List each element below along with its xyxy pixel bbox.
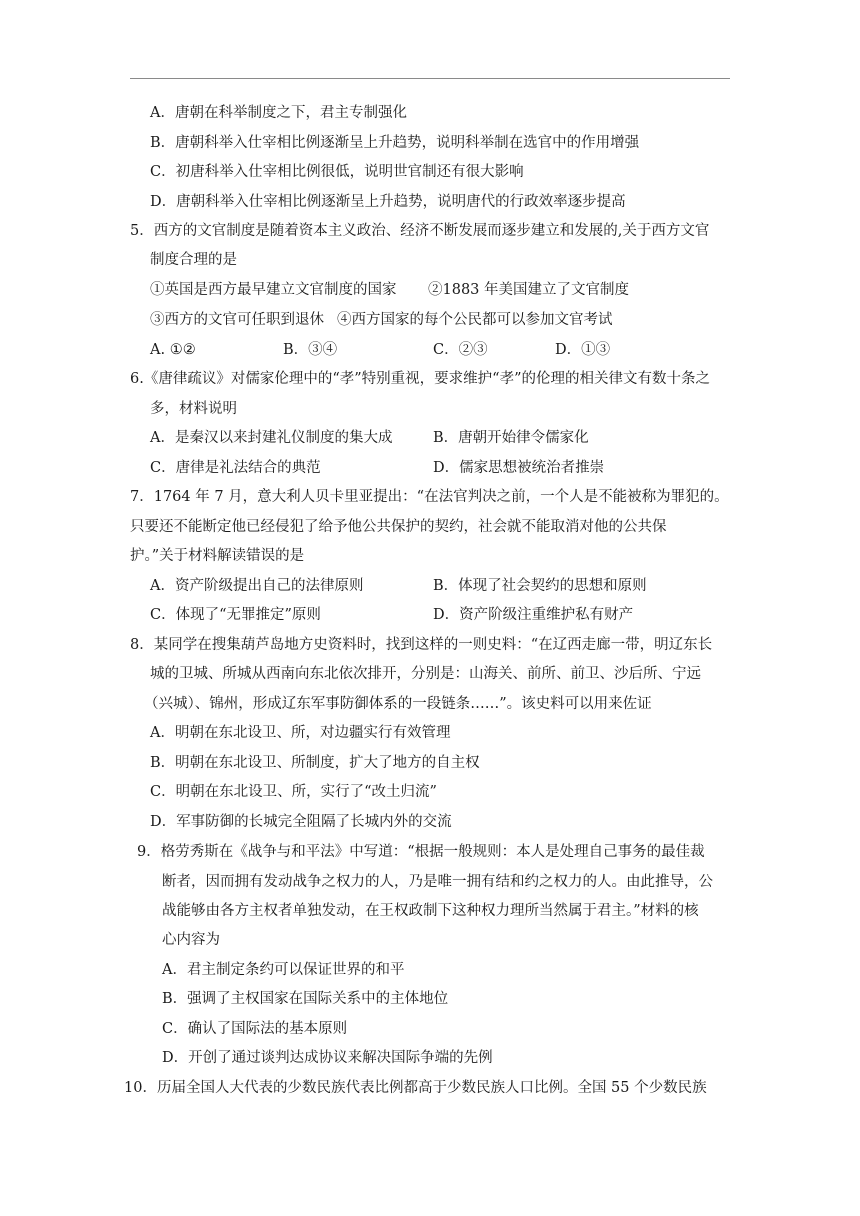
q4-option-b: B．唐朝科举入仕宰相比例逐渐呈上升趋势，说明科举制在选官中的作用增强 xyxy=(150,135,640,151)
q9-stem-line-2: 断者，因而拥有发动战争之权力的人，乃是唯一拥有结和约之权力的人。由此推导，公 xyxy=(162,874,713,890)
q4-option-c: C．初唐科举入仕宰相比例很低，说明世官制还有很大影响 xyxy=(150,164,524,180)
q6-option-c: C．唐律是礼法结合的典范 xyxy=(150,460,321,476)
q9-option-d: D．开创了通过谈判达成协议来解决国际争端的先例 xyxy=(162,1050,493,1066)
q5-item-2: ②1883 年美国建立了文官制度 xyxy=(428,282,630,298)
q7-stem-line-1: 7．1764 年 7 月，意大利人贝卡里亚提出：“在法官判决之前，一个人是不能被称为罪犯的。 xyxy=(130,489,729,505)
q9-option-c: C．确认了国际法的基本原则 xyxy=(162,1021,348,1037)
q9-option-a: A．君主制定条约可以保证世界的和平 xyxy=(162,962,405,978)
q10-stem-line-1: 10．历届全国人大代表的少数民族代表比例都高于少数民族人口比例。全国 55 个少数民族 xyxy=(124,1080,707,1096)
q5-option-c: C．②③ xyxy=(433,342,488,358)
q6-stem-line-1: 6.《唐律疏议》对儒家伦理中的“孝”特别重视，要求维护“孝”的伦理的相关律文有数十条之 xyxy=(130,371,710,387)
q8-option-b: B．明朝在东北设卫、所制度，扩大了地方的自主权 xyxy=(150,755,480,771)
q9-option-b: B．强调了主权国家在国际关系中的主体地位 xyxy=(162,991,449,1007)
q5-item-1: ①英国是西方最早建立文官制度的国家 xyxy=(150,282,397,298)
q6-option-a: A．是秦汉以来封建礼仪制度的集大成 xyxy=(150,430,393,446)
header-rule xyxy=(130,78,730,79)
q7-option-b: B．体现了社会契约的思想和原则 xyxy=(433,578,647,594)
q6-stem-line-2: 多，材料说明 xyxy=(150,401,237,417)
q7-option-d: D．资产阶级注重维护私有财产 xyxy=(433,607,634,623)
q5-stem-line-2: 制度合理的是 xyxy=(150,252,237,268)
q9-stem-line-3: 战能够由各方主权者单独发动，在王权政制下这种权力理所当然属于君主。”材料的核 xyxy=(162,903,699,919)
q4-option-d: D．唐朝科举入仕宰相比例逐渐呈上升趋势，说明唐代的行政效率逐步提高 xyxy=(150,194,626,210)
q8-option-d: D．军事防御的长城完全阻隔了长城内外的交流 xyxy=(150,814,452,830)
q5-option-d: D．①③ xyxy=(555,342,611,358)
q7-option-a: A．资产阶级提出自己的法律原则 xyxy=(150,578,364,594)
q5-option-b: B．③④ xyxy=(283,342,338,358)
q5-item-4: ④西方国家的每个公民都可以参加文官考试 xyxy=(337,312,613,328)
q5-option-a: A. ①② xyxy=(150,342,196,358)
q6-option-b: B．唐朝开始律令儒家化 xyxy=(433,430,589,446)
q5-stem-line-1: 5．西方的文官制度是随着资本主义政治、经济不断发展而逐步建立和发展的,关于西方文官 xyxy=(130,223,710,239)
q7-stem-line-2: 只要还不能断定他已经侵犯了给予他公共保护的契约，社会就不能取消对他的公共保 xyxy=(130,519,667,535)
q9-stem-line-1: 9．格劳秀斯在《战争与和平法》中写道：“根据一般规则：本人是处理自己事务的最佳裁 xyxy=(137,844,705,860)
q7-option-c: C．体现了“无罪推定”原则 xyxy=(150,607,321,623)
q6-option-d: D．儒家思想被统治者推崇 xyxy=(433,460,605,476)
q4-option-a: A．唐朝在科举制度之下，君主专制强化 xyxy=(150,105,407,121)
q8-stem-line-2: 城的卫城、所城从西南向东北依次排开，分别是：山海关、前所、前卫、沙后所、宁远 xyxy=(150,666,701,682)
q8-option-c: C．明朝在东北设卫、所，实行了“改土归流” xyxy=(150,784,437,800)
q8-option-a: A．明朝在东北设卫、所，对边疆实行有效管理 xyxy=(150,725,451,741)
q8-stem-line-1: 8．某同学在搜集葫芦岛地方史资料时，找到这样的一则史料：“在辽西走廊一带，明辽东长 xyxy=(130,637,713,653)
q9-stem-line-4: 心内容为 xyxy=(162,932,220,948)
q5-item-3: ③西方的文官可任职到退休 xyxy=(150,312,324,328)
q7-stem-line-3: 护。”关于材料解读错误的是 xyxy=(130,548,305,564)
q8-stem-line-3: （兴城）、锦州，形成辽东军事防御体系的一段链条……”。该史料可以用来佐证 xyxy=(144,696,652,712)
